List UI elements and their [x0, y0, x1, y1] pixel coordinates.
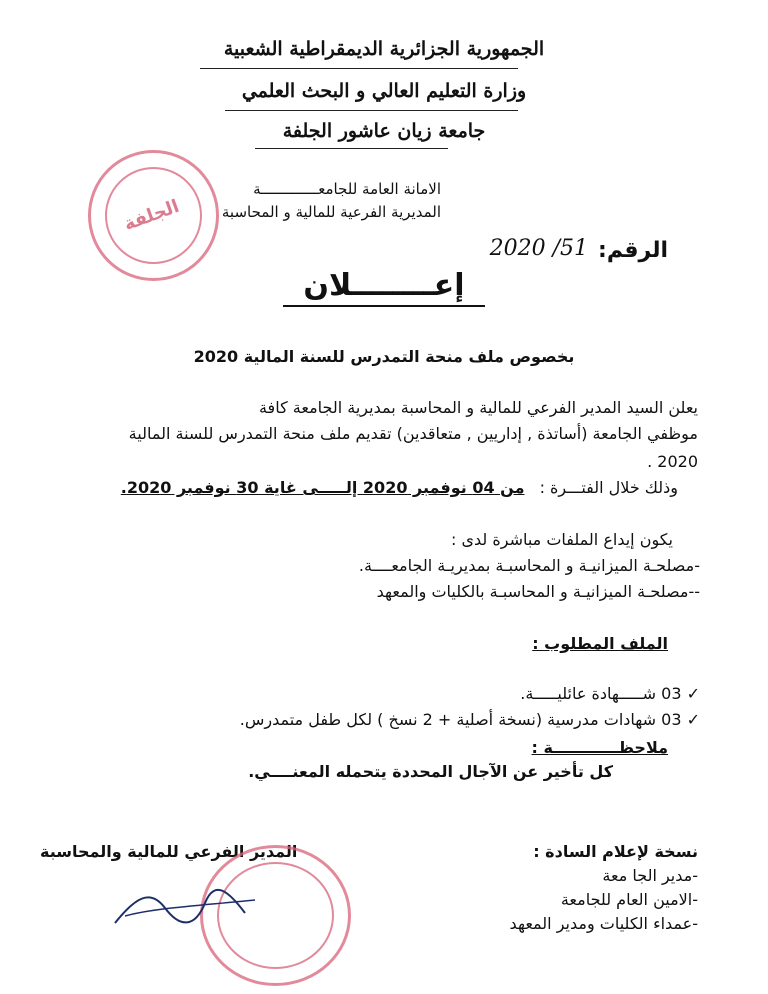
university-header: جامعة زيان عاشور الجلفة — [282, 120, 486, 142]
copy-item-1: -مدير الجا معة — [602, 866, 698, 885]
period-line — [121, 478, 678, 497]
copy-heading: نسخة لإعلام السادة : — [533, 842, 698, 861]
signature-title: المدير الفرعي للمالية والمحاسبة — [40, 842, 298, 861]
note-text: كل تأخير عن الآجال المحددة يتحمله المعنــــي. — [248, 762, 613, 781]
check-icon: ✓ — [686, 710, 700, 729]
header-rule — [255, 148, 448, 149]
official-stamp: الجلفة — [88, 150, 219, 281]
body-line-3: 2020 . — [647, 452, 698, 471]
required-item-text: 03 شهادات مدرسية (نسخة أصلية + 2 نسخ ) لكل طفل متمدرس. — [239, 710, 682, 729]
body-line-2: موظفي الجامعة (أساتذة , إداريين , متعاقدين) تقديم ملف منحة التمدرس للسنة المالية — [128, 424, 698, 443]
deposit-office-2: --مصلحـة الميزانيـة و المحاسبـة بالكليات والمعهد — [376, 582, 700, 601]
deposit-intro: يكون إيداع الملفات مباشرة لدى : — [451, 530, 673, 549]
required-item-text: 03 شـــــهادة عائليـــــة. — [520, 684, 682, 703]
signature-scribble — [55, 878, 305, 938]
period-value: من 04 نوفمبر 2020 إلـــــى غاية 30 نوفمبر 2020. — [120, 478, 525, 497]
required-heading: الملف المطلوب : — [532, 634, 668, 653]
deposit-office-1: -مصلحـة الميزانيـة و المحاسبـة بمديريـة الجامعــــة. — [358, 556, 700, 575]
required-item-1 — [520, 684, 700, 703]
body-line-1: يعلن السيد المدير الفرعي للمالية و المحاسبة بمديرية الجامعة كافة — [258, 398, 698, 417]
check-icon: ✓ — [686, 684, 700, 703]
period-label: وذلك خلال الفتـــرة : — [539, 478, 678, 497]
announcement-title-wrap — [0, 268, 768, 303]
admin-line-2: المديرية الفرعية للمالية و المحاسبة — [221, 203, 441, 221]
copy-item-2: -الامين العام للجامعة — [560, 890, 698, 909]
note-heading: ملاحظــــــــــــة : — [531, 738, 668, 757]
announcement-subject: بخصوص ملف منحة التمدرس للسنة المالية 2020 — [193, 347, 575, 366]
announcement-title: إعــــــــلان — [283, 268, 484, 307]
copy-item-3: -عمداء الكليات ومدير المعهد — [509, 914, 698, 933]
republic-header: الجمهورية الجزائرية الديمقراطية الشعبية — [223, 38, 545, 60]
required-item-2 — [240, 710, 700, 729]
header-rule — [200, 68, 518, 69]
reference-value: 51/ 2020 — [489, 236, 588, 261]
header-rule — [225, 110, 518, 111]
admin-line-1: الامانة العامة للجامعـــــــــــــة — [253, 180, 441, 198]
reference-label: الرقم: — [598, 238, 668, 263]
ministry-header: وزارة التعليم العالي و البحث العلمي — [241, 80, 527, 102]
